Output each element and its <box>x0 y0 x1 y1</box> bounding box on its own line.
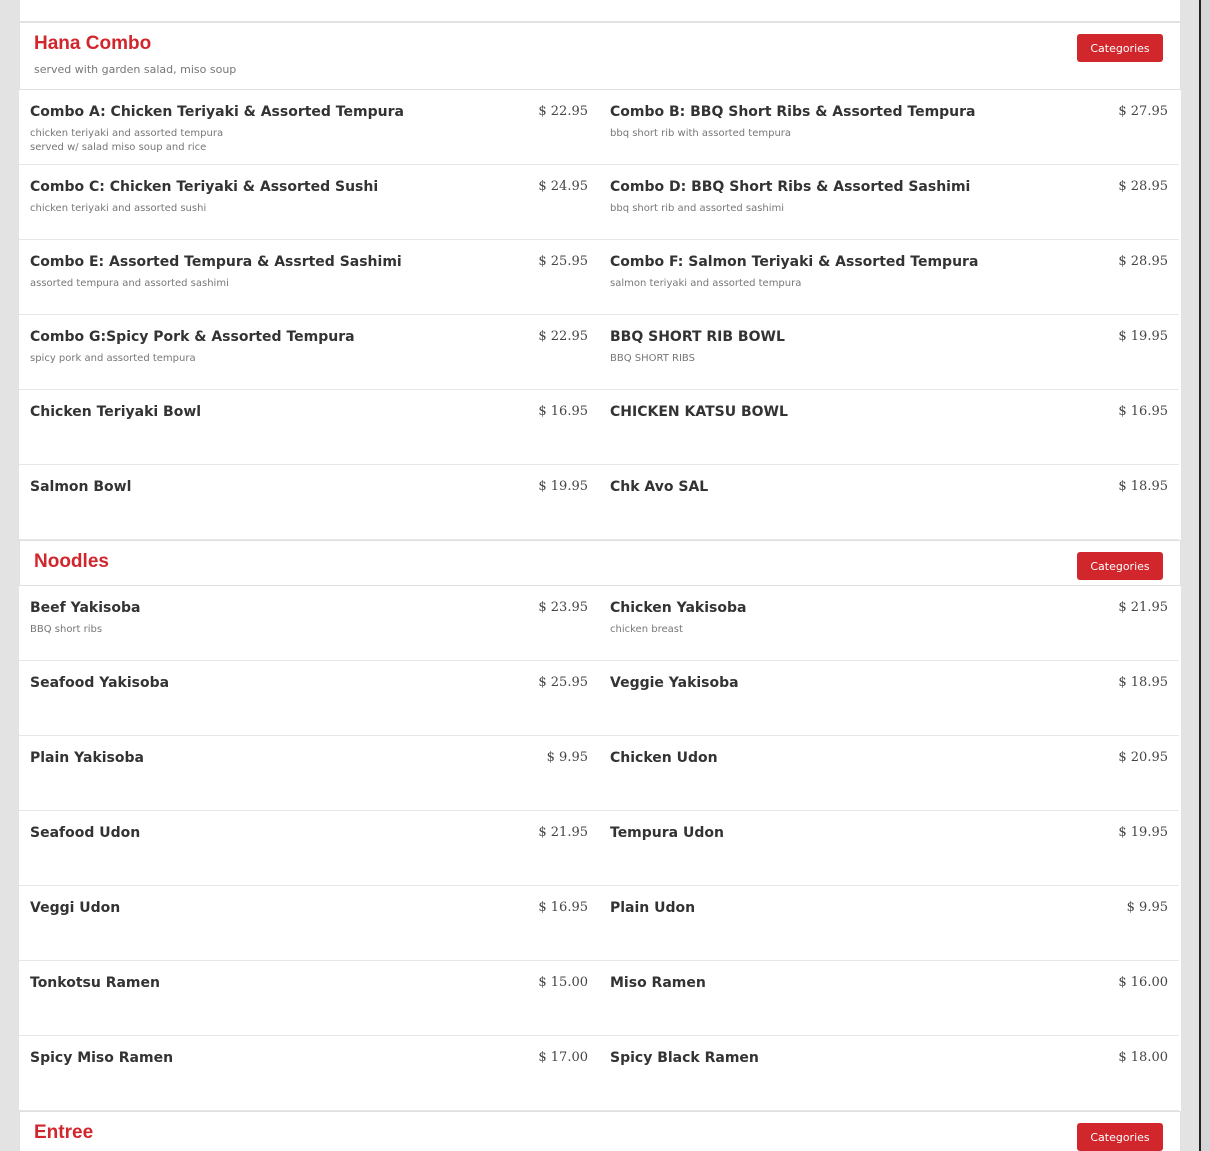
menu-item[interactable] <box>19 886 599 961</box>
menu-item-name: Veggie Yakisoba <box>610 675 739 691</box>
section-subtitle: served with garden salad, miso soup <box>34 63 237 76</box>
menu-item-price: $ 25.95 <box>538 254 588 269</box>
menu-item-description-line: chicken teriyaki and assorted sushi <box>30 203 207 214</box>
menu-item-price: $ 16.95 <box>538 404 588 419</box>
menu-item-price: $ 25.95 <box>538 675 588 690</box>
menu-item[interactable] <box>599 1036 1179 1111</box>
categories-button[interactable]: Categories <box>1077 34 1163 62</box>
categories-button[interactable]: Categories <box>1077 1123 1163 1151</box>
menu-item-name: CHICKEN KATSU BOWL <box>610 404 788 420</box>
menu-item-name: Chk Avo SAL <box>610 479 709 495</box>
menu-item[interactable] <box>19 961 599 1036</box>
menu-item-description <box>610 352 695 366</box>
menu-item-description <box>610 623 683 637</box>
menu-item-price: $ 28.95 <box>1118 179 1168 194</box>
section-title: Noodles <box>34 551 109 572</box>
menu-item[interactable] <box>599 390 1179 465</box>
menu-grid-noodles <box>19 586 1181 1111</box>
scrollbar-track[interactable] <box>1199 0 1210 1151</box>
menu-item-name: BBQ SHORT RIB BOWL <box>610 329 785 345</box>
menu-grid-hana-combo <box>19 90 1181 540</box>
menu-item-price: $ 16.95 <box>538 900 588 915</box>
section-title: Hana Combo <box>34 33 152 54</box>
menu-item-description <box>610 277 801 291</box>
menu-item[interactable] <box>599 886 1179 961</box>
menu-item-name: Seafood Udon <box>30 825 141 841</box>
section-header-noodles <box>19 540 1181 586</box>
menu-item[interactable] <box>19 240 599 315</box>
menu-item-name: Tonkotsu Ramen <box>30 975 160 991</box>
menu-item-price: $ 17.00 <box>538 1050 588 1065</box>
menu-item-price: $ 19.95 <box>538 479 588 494</box>
menu-item-price: $ 18.95 <box>1118 479 1168 494</box>
menu-item-price: $ 24.95 <box>538 179 588 194</box>
menu-item-price: $ 27.95 <box>1118 104 1168 119</box>
menu-item[interactable] <box>599 661 1179 736</box>
section-title: Entree <box>34 1122 94 1143</box>
menu-item-name: Seafood Yakisoba <box>30 675 170 691</box>
categories-button[interactable]: Categories <box>1077 552 1163 580</box>
menu-item[interactable] <box>19 736 599 811</box>
menu-item-name: Chicken Teriyaki Bowl <box>30 404 202 420</box>
menu-item-name: Combo C: Chicken Teriyaki & Assorted Sushi <box>30 179 379 195</box>
menu-item-price: $ 19.95 <box>1118 825 1168 840</box>
menu-item-price: $ 16.95 <box>1118 404 1168 419</box>
menu-item[interactable] <box>19 315 599 390</box>
menu-item-description <box>30 352 196 366</box>
menu-item[interactable] <box>19 811 599 886</box>
menu-item-description <box>610 127 791 141</box>
menu-item[interactable] <box>599 811 1179 886</box>
menu-item-price: $ 21.95 <box>1118 600 1168 615</box>
menu-item[interactable] <box>19 661 599 736</box>
menu-item-name: Salmon Bowl <box>30 479 132 495</box>
menu-item-price: $ 16.00 <box>1118 975 1168 990</box>
previous-section-edge <box>19 0 1181 22</box>
menu-item-description-line: served w/ salad miso soup and rice <box>30 142 207 153</box>
menu-item-description-line: BBQ SHORT RIBS <box>610 353 695 364</box>
menu-item-price: $ 9.95 <box>1126 900 1168 915</box>
menu-item[interactable] <box>599 240 1179 315</box>
menu-item-price: $ 9.95 <box>546 750 588 765</box>
menu-item-name: Spicy Miso Ramen <box>30 1050 174 1066</box>
menu-item[interactable] <box>599 90 1179 165</box>
menu-item-description-line: chicken teriyaki and assorted tempura <box>30 128 224 139</box>
menu-item-price: $ 19.95 <box>1118 329 1168 344</box>
menu-item-price: $ 18.95 <box>1118 675 1168 690</box>
menu-item-name: Combo G:Spicy Pork & Assorted Tempura <box>30 329 355 345</box>
menu-item-name: Combo D: BBQ Short Ribs & Assorted Sashimi <box>610 179 971 195</box>
menu-item[interactable] <box>19 165 599 240</box>
menu-item-name: Combo B: BBQ Short Ribs & Assorted Tempura <box>610 104 976 120</box>
menu-item[interactable] <box>19 465 599 540</box>
menu-item[interactable] <box>19 390 599 465</box>
menu-item-description <box>30 127 223 155</box>
menu-item-name: Combo F: Salmon Teriyaki & Assorted Tempura <box>610 254 979 270</box>
menu-item[interactable] <box>599 465 1179 540</box>
menu-item-description <box>30 277 229 291</box>
menu-item-name: Spicy Black Ramen <box>610 1050 759 1066</box>
menu-item[interactable] <box>599 586 1179 661</box>
menu-item-description <box>610 202 784 216</box>
menu-item-description-line: chicken breast <box>610 624 683 635</box>
menu-item-price: $ 18.00 <box>1118 1050 1168 1065</box>
menu-item-name: Veggi Udon <box>30 900 121 916</box>
menu-item[interactable] <box>599 165 1179 240</box>
menu-item[interactable] <box>19 586 599 661</box>
menu-item[interactable] <box>19 1036 599 1111</box>
menu-item-price: $ 20.95 <box>1118 750 1168 765</box>
menu-item-description-line: bbq short rib with assorted tempura <box>610 128 792 139</box>
menu-item-description-line: salmon teriyaki and assorted tempura <box>610 278 802 289</box>
menu-item-price: $ 21.95 <box>538 825 588 840</box>
menu-item[interactable] <box>19 90 599 165</box>
menu-item-price: $ 23.95 <box>538 600 588 615</box>
menu-item-description <box>30 623 102 637</box>
menu-item[interactable] <box>599 961 1179 1036</box>
menu-item-name: Beef Yakisoba <box>30 600 141 616</box>
section-header-hana-combo <box>19 22 1181 90</box>
menu-item[interactable] <box>599 315 1179 390</box>
menu-item-price: $ 15.00 <box>538 975 588 990</box>
menu-item-description <box>30 202 206 216</box>
menu-item-name: Miso Ramen <box>610 975 706 991</box>
menu-item-description-line: spicy pork and assorted tempura <box>30 353 196 364</box>
menu-item-price: $ 28.95 <box>1118 254 1168 269</box>
menu-item-name: Tempura Udon <box>610 825 724 841</box>
menu-item-name: Plain Udon <box>610 900 696 916</box>
menu-item[interactable] <box>599 736 1179 811</box>
menu-item-price: $ 22.95 <box>538 104 588 119</box>
menu-item-description-line: assorted tempura and assorted sashimi <box>30 278 229 289</box>
menu-item-description-line: BBQ short ribs <box>30 624 103 635</box>
menu-item-price: $ 22.95 <box>538 329 588 344</box>
section-header-entree <box>19 1111 1181 1151</box>
menu-item-name: Combo A: Chicken Teriyaki & Assorted Tempura <box>30 104 404 120</box>
menu-item-name: Combo E: Assorted Tempura & Assrted Sashimi <box>30 254 402 270</box>
menu-page <box>19 0 1181 1151</box>
menu-item-name: Plain Yakisoba <box>30 750 144 766</box>
menu-item-name: Chicken Udon <box>610 750 718 766</box>
menu-item-description-line: bbq short rib and assorted sashimi <box>610 203 785 214</box>
menu-item-name: Chicken Yakisoba <box>610 600 747 616</box>
